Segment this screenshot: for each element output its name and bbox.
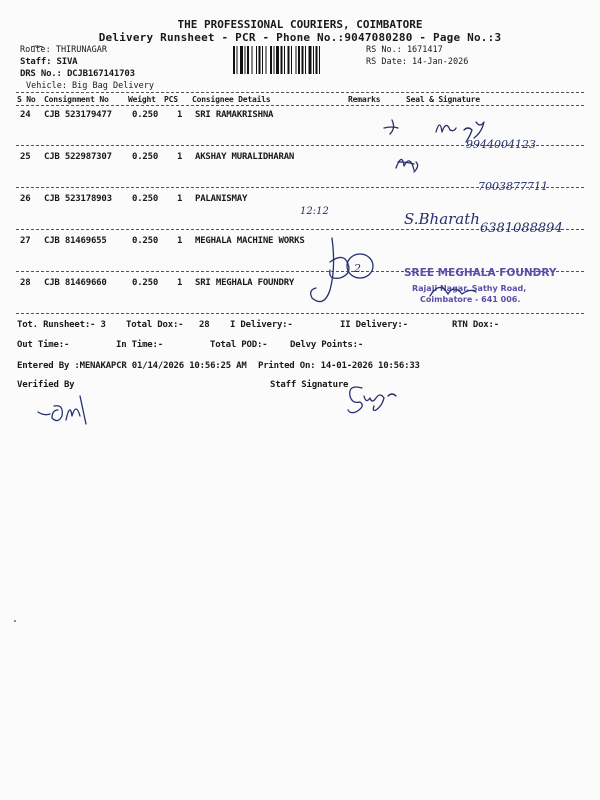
- row-weight: 0.250: [132, 152, 159, 162]
- row-sno: 26: [20, 194, 31, 204]
- time-row-26: 12:12: [300, 206, 329, 217]
- in-time: In Time:-: [116, 340, 163, 350]
- out-time: Out Time:-: [17, 340, 70, 350]
- staff-signature-label: Staff Signature: [270, 380, 349, 390]
- row-weight: 0.250: [132, 194, 159, 204]
- row-consignment: CJB 523178903: [44, 194, 112, 204]
- name-row-26: S.Bharath: [404, 210, 480, 228]
- row-pcs: 1: [177, 236, 183, 246]
- row-sno: 25: [20, 152, 31, 162]
- row-weight: 0.250: [132, 110, 159, 120]
- row-sno: 24: [20, 110, 31, 120]
- row-pcs: 1: [177, 194, 183, 204]
- delvy-points: Delvy Points:-: [290, 340, 364, 350]
- total-runsheet: Tot. Runsheet:- 3: [17, 320, 106, 330]
- col-consignee: Consignee Details: [192, 95, 271, 104]
- row-sno: 28: [20, 278, 31, 288]
- col-remarks: Remarks: [348, 95, 381, 104]
- signature-row-27-28: [311, 238, 373, 302]
- stamp-line-2: Rajaji Nagar, Sathy Road,: [412, 284, 527, 293]
- phone-row-26: 6381088894: [480, 221, 563, 236]
- row-consignment: CJB 81469655: [44, 236, 107, 246]
- company-stamp: [404, 267, 557, 304]
- company-title: THE PROFESSIONAL COURIERS, COIMBATORE: [177, 18, 423, 31]
- row-consignment: CJB 523179477: [44, 110, 112, 120]
- staff-label: Staff: SIVA: [20, 57, 78, 67]
- row-weight: 0.250: [132, 278, 159, 288]
- row-consignee: MEGHALA MACHINE WORKS: [195, 236, 305, 246]
- row-consignment: CJB 522987307: [44, 152, 112, 162]
- row-consignee: SRI RAMAKRISHNA: [195, 110, 274, 120]
- i-delivery: I Delivery:-: [230, 320, 293, 330]
- stray-mark-icon: [12, 618, 18, 624]
- row-pcs: 1: [177, 110, 183, 120]
- signature-row-25: [396, 159, 548, 193]
- row-pcs: 1: [177, 278, 183, 288]
- entered-by: Entered By :MENAKAPCR 01/14/2026 10:56:25 AM: [17, 361, 247, 371]
- total-pod: Total POD:-: [210, 340, 268, 350]
- verified-by: Verified By: [17, 380, 75, 390]
- svg-text:2: 2: [354, 262, 361, 275]
- route-label: Route: THIRUNAGAR: [20, 45, 107, 55]
- row-weight: 0.250: [132, 236, 159, 246]
- stamp-line-3: Coimbatore - 641 006.: [420, 295, 521, 304]
- rs-number: RS No.: 1671417: [366, 45, 443, 55]
- col-seal-signature: Seal & Signature: [406, 95, 480, 104]
- vehicle-label: Vehicle: Big Bag Delivery: [26, 81, 154, 91]
- total-dox: Total Dox:- 28: [126, 320, 210, 330]
- row-sno: 27: [20, 236, 31, 246]
- row-consignee: AKSHAY MURALIDHARAN: [195, 152, 295, 162]
- drs-number: DRS No.: DCJB167141703: [20, 69, 135, 79]
- phone-row-24: 9944004123: [466, 138, 536, 151]
- signature-row-26: [300, 206, 563, 236]
- row-pcs: 1: [177, 152, 183, 162]
- rtn-dox: RTN Dox:-: [452, 320, 499, 330]
- printed-on: Printed On: 14-01-2026 10:56:33: [258, 361, 420, 371]
- signature-row-24: [384, 120, 536, 151]
- phone-row-25: 7003877711: [478, 180, 548, 193]
- col-pcs: PCS: [164, 95, 178, 104]
- col-consignment: Consignment No: [44, 95, 109, 104]
- runsheet-subtitle: Delivery Runsheet - PCR - Phone No.:9047080280 - Page No.:3: [98, 31, 502, 44]
- staff-signature: [348, 387, 396, 413]
- rs-date: RS Date: 14-Jan-2026: [366, 57, 469, 67]
- row-consignee: PALANISMAY: [195, 194, 248, 204]
- row-consignment: CJB 81469660: [44, 278, 107, 288]
- col-weight: Weight: [128, 95, 156, 104]
- verified-signature: [38, 396, 86, 424]
- stamp-title: SREE MEGHALA FOUNDRY: [404, 267, 557, 279]
- col-sno: S No: [17, 95, 36, 104]
- row-consignee: SRI MEGHALA FOUNDRY: [195, 278, 295, 288]
- ii-delivery: II Delivery:-: [340, 320, 408, 330]
